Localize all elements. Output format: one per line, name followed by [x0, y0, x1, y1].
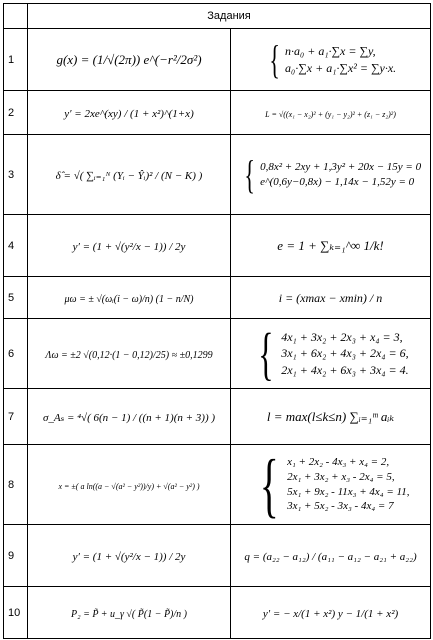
formula-right: [231, 525, 431, 587]
equation-line: x₁ + 2x₂ - 4x₃ + x₄ = 2,: [287, 455, 390, 468]
equation-line: e^(0,6y−0,8x) − 1,14x − 1,52y = 0: [260, 175, 415, 188]
equation-system: [252, 320, 409, 386]
formula-right: [231, 445, 431, 525]
equation-line: 2x₁ + 4x₂ + 6x₃ + 3x₄ = 4.: [281, 362, 409, 377]
table-row: [4, 135, 431, 215]
formula-text: Λω = ±2 √(0,12·(1 − 0,12)/25) ≈ ±0,1299: [45, 349, 213, 361]
equation-line: n·a₀ + a₁·∑x = ∑y,: [285, 44, 376, 59]
equation-line: 4x₁ + 3x₂ + 2x₃ + x₄ = 3,: [281, 330, 403, 345]
table-row: [4, 277, 431, 319]
table-row: [4, 319, 431, 389]
formula-right: [231, 29, 431, 91]
row-number: 9: [4, 525, 28, 587]
row-number: 1: [4, 29, 28, 91]
header-row: [4, 4, 431, 29]
table-row: [4, 215, 431, 277]
row-number: 3: [4, 135, 28, 215]
formula-text: σ_Aₛ = ⁴√( 6(n − 1) / ((n + 1)(n + 3)) ): [42, 411, 216, 424]
formula-left: [28, 135, 231, 215]
equation-line: 5x₁ + 9x₂ - 11x₃ + 4x₄ = 11,: [287, 485, 410, 498]
table-row: [4, 91, 431, 135]
formula-left: [28, 389, 231, 445]
formula-text: q = (a₂₂ − a₁₂) / (a₁₁ − a₁₂ − a₂₁ + a₂₂): [244, 550, 417, 563]
row-number: 10: [4, 587, 28, 639]
table-row: [4, 29, 431, 91]
row-number: 7: [4, 389, 28, 445]
formula-left: [28, 277, 231, 319]
formula-right: [231, 91, 431, 135]
formula-text: g(x) = (1/√(2π)) e^(−r²/2σ²): [56, 51, 202, 67]
formula-right: [231, 135, 431, 215]
equation-line: 2x₁ + 3x₂ + x₃ - 2x₄ = 5,: [287, 470, 395, 483]
formula-text: e = 1 + ∑ₖ₌₁^∞ 1/k!: [277, 237, 384, 253]
equation-line: a₀·∑x + a₁·∑x² = ∑y·x.: [285, 60, 397, 75]
equation-system: [265, 36, 397, 82]
formula-text: x = ±( a ln((a − √(a² − y²))/y) + √(a² − y²) ): [58, 481, 200, 491]
formula-text: y′ = − x/(1 + x²) y − 1/(1 + x²): [262, 607, 399, 620]
header-empty-cell: [4, 4, 28, 29]
brace-icon: {: [244, 151, 255, 197]
row-number: 2: [4, 91, 28, 135]
formula-left: [28, 215, 231, 277]
table-row: [4, 525, 431, 587]
formula-left: [28, 587, 231, 639]
formula-text: P₂ = P̃ + u_γ √( P̃(1 − P̃)/n ): [70, 608, 187, 620]
formula-left: [28, 445, 231, 525]
formula-right: [231, 319, 431, 389]
table-row: [4, 389, 431, 445]
tasks-table: [3, 3, 431, 639]
equation-line: 3x₁ + 6x₂ + 4x₃ + 2x₄ = 6,: [281, 346, 409, 361]
formula-right: [231, 215, 431, 277]
formula-right: [231, 277, 431, 319]
formula-text: y′ = (1 + √(y²/x − 1)) / 2y: [72, 240, 186, 253]
formula-left: [28, 91, 231, 135]
formula-right: [231, 389, 431, 445]
formula-text: μω = ± √(ωᵢ(i − ω)/n) (1 − n/N): [64, 293, 194, 305]
row-number: 4: [4, 215, 28, 277]
equation-system: [252, 444, 410, 525]
formula-left: [28, 29, 231, 91]
row-number: 6: [4, 319, 28, 389]
formula-text: y′ = 2xe^(xy) / (1 + x²)^(1+x): [64, 107, 194, 120]
formula-text: y′ = (1 + √(y²/x − 1)) / 2y: [72, 550, 186, 563]
equation-line: 0,8x² + 2xy + 1,3y² + 20x − 15y = 0: [260, 160, 422, 173]
brace-icon: {: [269, 36, 280, 82]
brace-icon: {: [258, 320, 274, 386]
formula-right: [231, 587, 431, 639]
formula-text: i = (xmax − xmin) / n: [278, 290, 383, 305]
formula-text: δ̂ = √( ∑ᵢ₌₁ᴺ (Yᵢ − Ŷᵢ)² / (N − K) ): [55, 169, 203, 182]
row-number: 8: [4, 445, 28, 525]
brace-icon: {: [259, 444, 279, 525]
formula-left: [28, 525, 231, 587]
row-number: 5: [4, 277, 28, 319]
equation-system: [240, 151, 422, 197]
formula-text: l = max(l≤k≤n) ∑ᵢ₌₁ᵐ aᵢₖ: [266, 408, 395, 424]
equation-line: 3x₁ + 5x₂ - 3x₃ - 4x₄ = 7: [287, 500, 394, 513]
formula-text: L = √((x₁ − x₂)² + (y₁ − y₂)² + (z₁ − z₂)²): [265, 109, 396, 119]
table-row: [4, 587, 431, 639]
formula-left: [28, 319, 231, 389]
table-row: [4, 445, 431, 525]
header-title: Задания: [28, 4, 431, 29]
